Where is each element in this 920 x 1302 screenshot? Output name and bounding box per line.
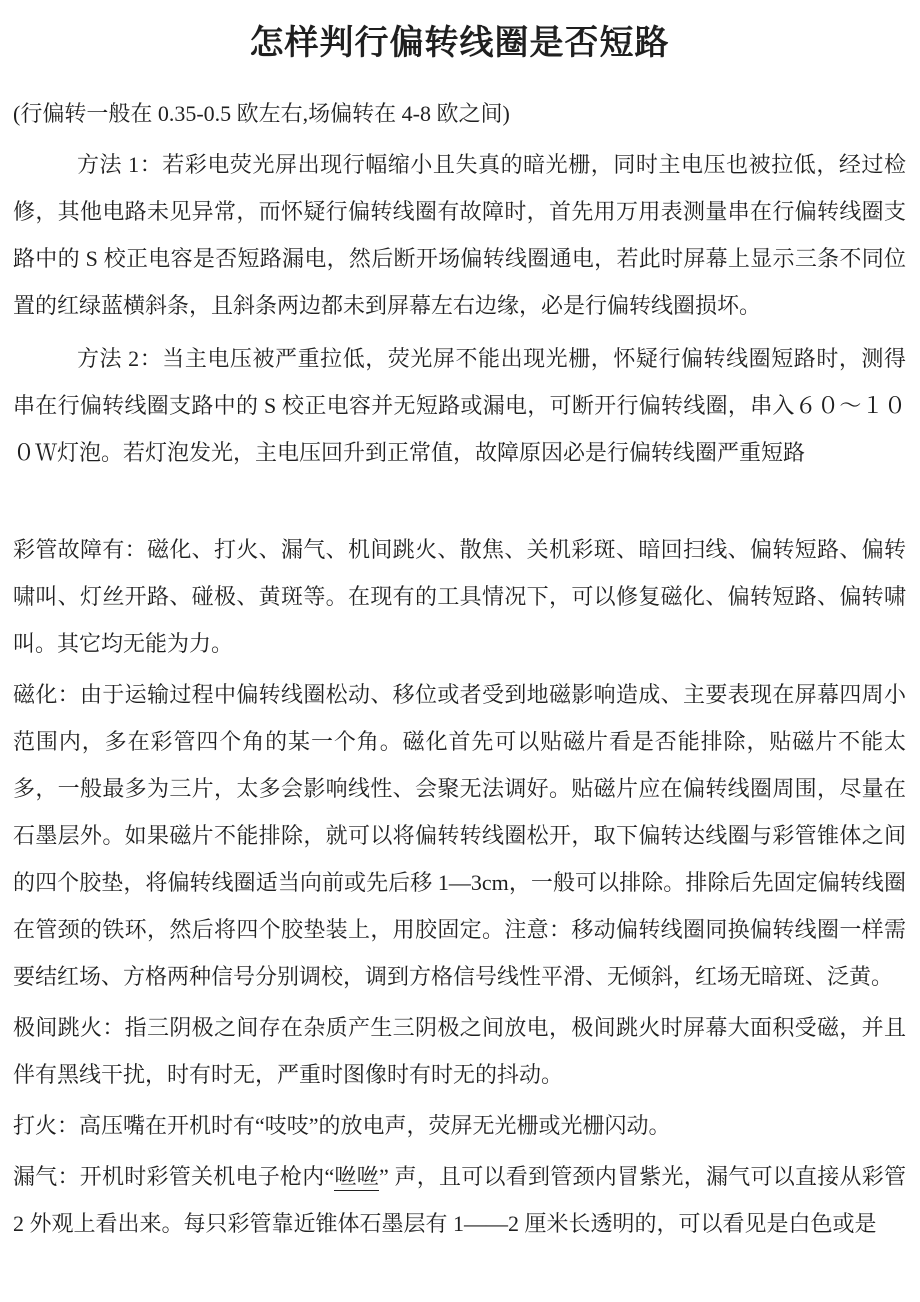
- paragraph-method-2: 方法 2：当主电压被严重拉低，荧光屏不能出现光栅，怀疑行偏转线圈短路时，测得串在行偏转线圈支路中的 S 校正电容并无短路或漏电，可断开行偏转线圈，串入６０～１００Ｗ灯泡。若灯泡发光，主电压回升到正常值，故障原因必是行偏转线圈严重短路: [13, 346, 906, 465]
- paragraph-magnetization: 磁化：由于运输过程中偏转线圈松动、移位或者受到地磁影响造成、主要表现在屏幕四周小范围内，多在彩管四个角的某一个角。磁化首先可以贴磁片看是否能排除，贴磁片不能太多，一般最多为三片，太多会影响线性、会聚无法调好。贴磁片应在偏转线圈周围，尽量在石墨层外。如果磁片不能排除，就可以将偏转转线圈松开，取下偏转达线圈与彩管锥体之间的四个胶垫，将偏转线圈适当向前或先后移 1—3cm，一般可以排除。排除后先固定偏转线圈在管颈的铁环，然后将四个胶垫装上，用胶固定。注意：移动偏转线圈同换偏转线圈一样需要结红场、方格两种信号分别调校，调到方格信号线性平滑、无倾斜，红场无暗斑、泛黄。: [13, 682, 906, 989]
- gas-leak-text-suffix: ” 声，且可以看到管颈内冒紫光，漏气可以直接从彩管 2 外观上看出来。每只彩管靠近锥体石墨层有 1——2 厘米长透明的，可以看见是白色或是: [13, 1164, 906, 1236]
- paragraph-inter-electrode-sparking: 极间跳火：指三阴极之间存在杂质产生三阴极之间放电，极间跳火时屏幕大面积受磁，并且伴有黑线干扰，时有时无，严重时图像时有时无的抖动。: [13, 1015, 906, 1087]
- paragraph-method-1: 方法 1：若彩电荧光屏出现行幅缩小且失真的暗光栅，同时主电压也被拉低，经过检修，其他电路未见异常，而怀疑行偏转线圈有故障时，首先用万用表测量串在行偏转线圈支路中的 S 校正电容是否短路漏电，然后断开场偏转线圈通电，若此时屏幕上显示三条不同位置的红绿蓝横斜条，且斜条两边都未到屏幕左右边缘，必是行偏转线圈损坏。: [13, 152, 906, 318]
- paragraph-gas-leak: [13, 1153, 906, 1247]
- gas-leak-text-prefix: 漏气：开机时彩管关机电子枪内“: [13, 1164, 335, 1189]
- document-title: 怎样判行偏转线圈是否短路: [249, 25, 670, 62]
- gas-leak-onomatopoeia: 咝咝: [334, 1164, 379, 1189]
- paragraph-crt-fault-list: 彩管故障有：磁化、打火、漏气、机间跳火、散焦、关机彩斑、暗回扫线、偏转短路、偏转啸叫、灯丝开路、碰极、黄斑等。在现有的工具情况下，可以修复磁化、偏转短路、偏转啸叫。其它均无能为力。: [13, 537, 906, 656]
- paragraph-arcing: 打火：高压嘴在开机时有“吱吱”的放电声，荧屏无光栅或光栅闪动。: [13, 1113, 671, 1138]
- resistance-note: (行偏转一般在 0.35-0.5 欧左右,场偏转在 4-8 欧之间): [13, 101, 510, 126]
